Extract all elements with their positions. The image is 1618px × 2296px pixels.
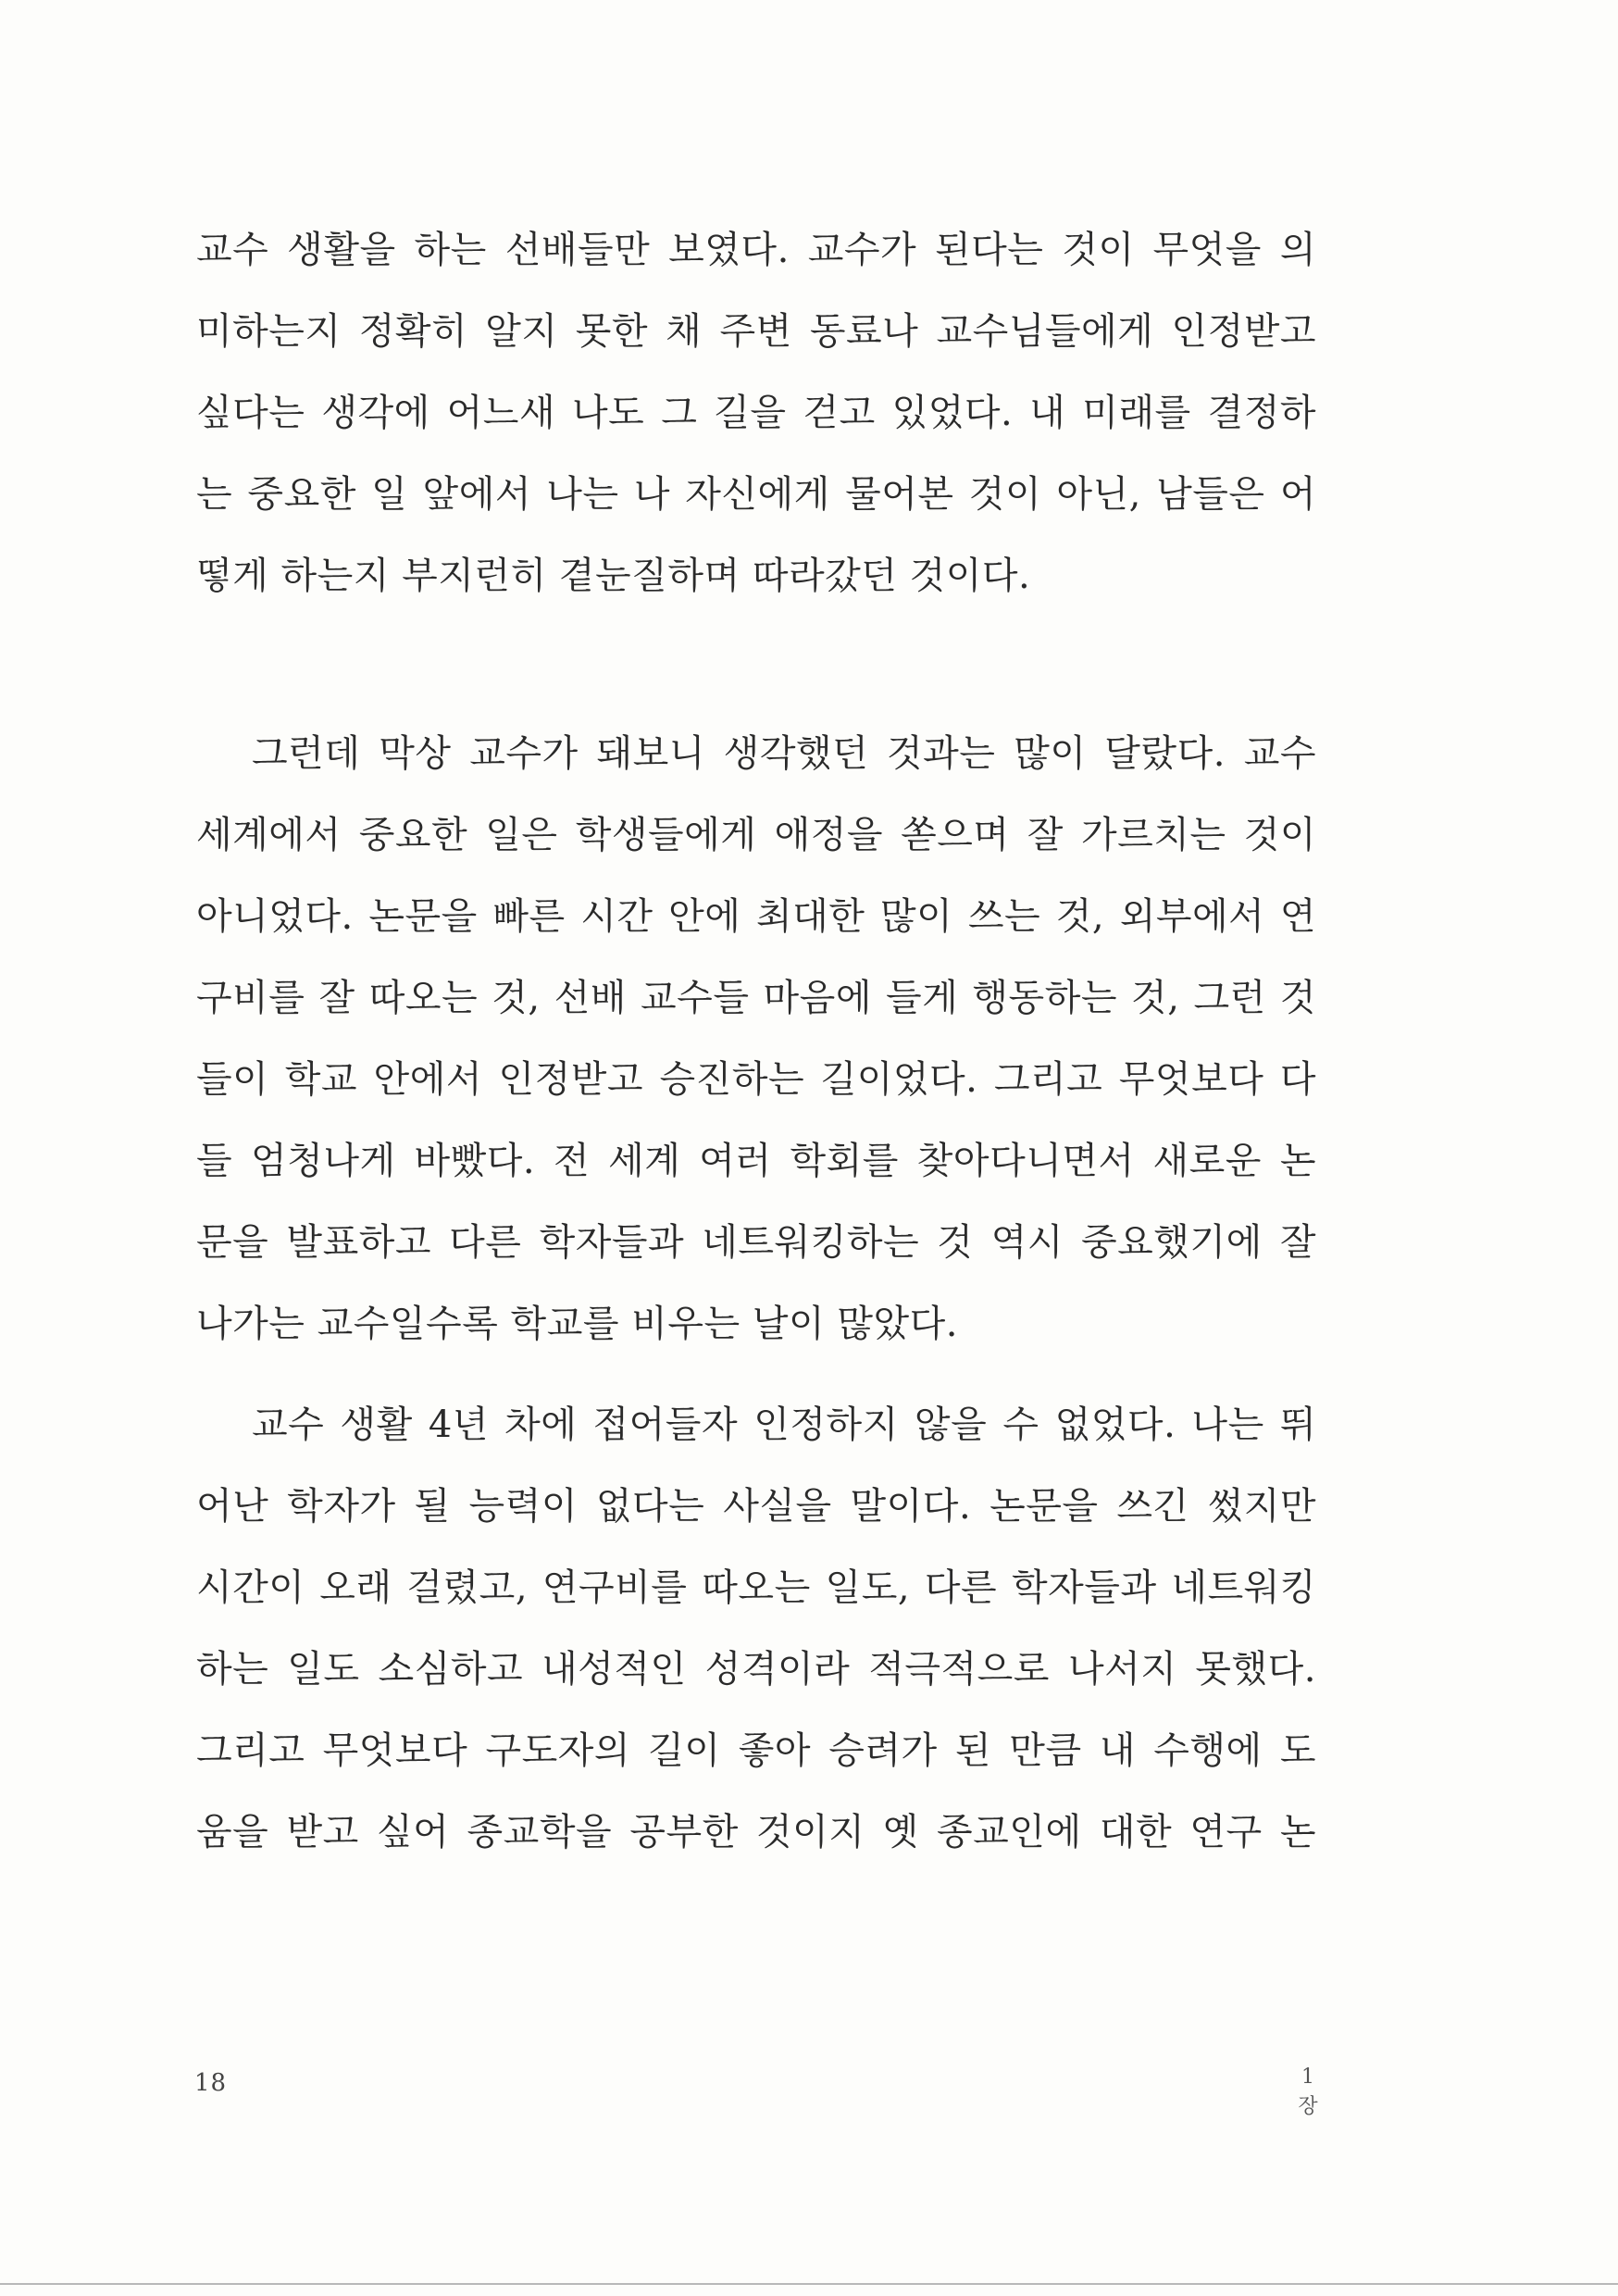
text-line: 들이 학교 안에서 인정받고 승진하는 길이었다. 그리고 무엇보다 다 xyxy=(196,1058,1316,1101)
paragraph-1 xyxy=(196,209,1316,617)
text-line: 는 중요한 일 앞에서 나는 나 자신에게 물어본 것이 아닌, 남들은 어 xyxy=(196,473,1316,516)
chapter-label: 장 xyxy=(1298,2095,1318,2118)
text-line: 움을 받고 싶어 종교학을 공부한 것이지 옛 종교인에 대한 연구 논 xyxy=(196,1811,1316,1853)
text-line: 나가는 교수일수록 학교를 비우는 날이 많았다. xyxy=(196,1303,958,1345)
text-line: 세계에서 중요한 일은 학생들에게 애정을 쏟으며 잘 가르치는 것이 xyxy=(196,814,1316,856)
text-line: 문을 발표하고 다른 학자들과 네트워킹하는 것 역시 중요했기에 잘 xyxy=(196,1221,1316,1264)
scan-edge-divider xyxy=(0,2283,1618,2285)
text-line: 들 엄청나게 바빴다. 전 세계 여러 학회를 찾아다니면서 새로운 논 xyxy=(196,1140,1316,1182)
text-line: 미하는지 정확히 알지 못한 채 주변 동료나 교수님들에게 인정받고 xyxy=(196,310,1316,353)
text-line: 구비를 잘 따오는 것, 선배 교수들 마음에 들게 행동하는 것, 그런 것 xyxy=(196,977,1316,1019)
text-line: 교수 생활을 하는 선배들만 보였다. 교수가 된다는 것이 무엇을 의 xyxy=(196,229,1316,271)
chapter-marker xyxy=(1294,2063,1322,2122)
chapter-number: 1 xyxy=(1301,2065,1314,2089)
paragraph-3 xyxy=(196,1384,1316,1873)
text-line: 떻게 하는지 부지런히 곁눈질하며 따라갔던 것이다. xyxy=(196,555,1031,597)
page-number: 18 xyxy=(194,2069,228,2097)
text-line: 아니었다. 논문을 빠른 시간 안에 최대한 많이 쓰는 것, 외부에서 연 xyxy=(196,895,1316,938)
text-line: 시간이 오래 걸렸고, 연구비를 따오는 일도, 다른 학자들과 네트워킹 xyxy=(196,1566,1316,1609)
text-line: 싶다는 생각에 어느새 나도 그 길을 걷고 있었다. 내 미래를 결정하 xyxy=(196,392,1316,434)
text-line: 그리고 무엇보다 구도자의 길이 좋아 승려가 된 만큼 내 수행에 도 xyxy=(196,1729,1316,1772)
text-line: 어난 학자가 될 능력이 없다는 사실을 말이다. 논문을 쓰긴 썼지만 xyxy=(196,1485,1316,1528)
text-line: 그런데 막상 교수가 돼보니 생각했던 것과는 많이 달랐다. 교수 xyxy=(252,732,1316,775)
paragraph-2 xyxy=(196,713,1316,1365)
text-line: 교수 생활 4년 차에 접어들자 인정하지 않을 수 없었다. 나는 뛰 xyxy=(252,1404,1316,1446)
text-line: 하는 일도 소심하고 내성적인 성격이라 적극적으로 나서지 못했다. xyxy=(196,1648,1316,1691)
